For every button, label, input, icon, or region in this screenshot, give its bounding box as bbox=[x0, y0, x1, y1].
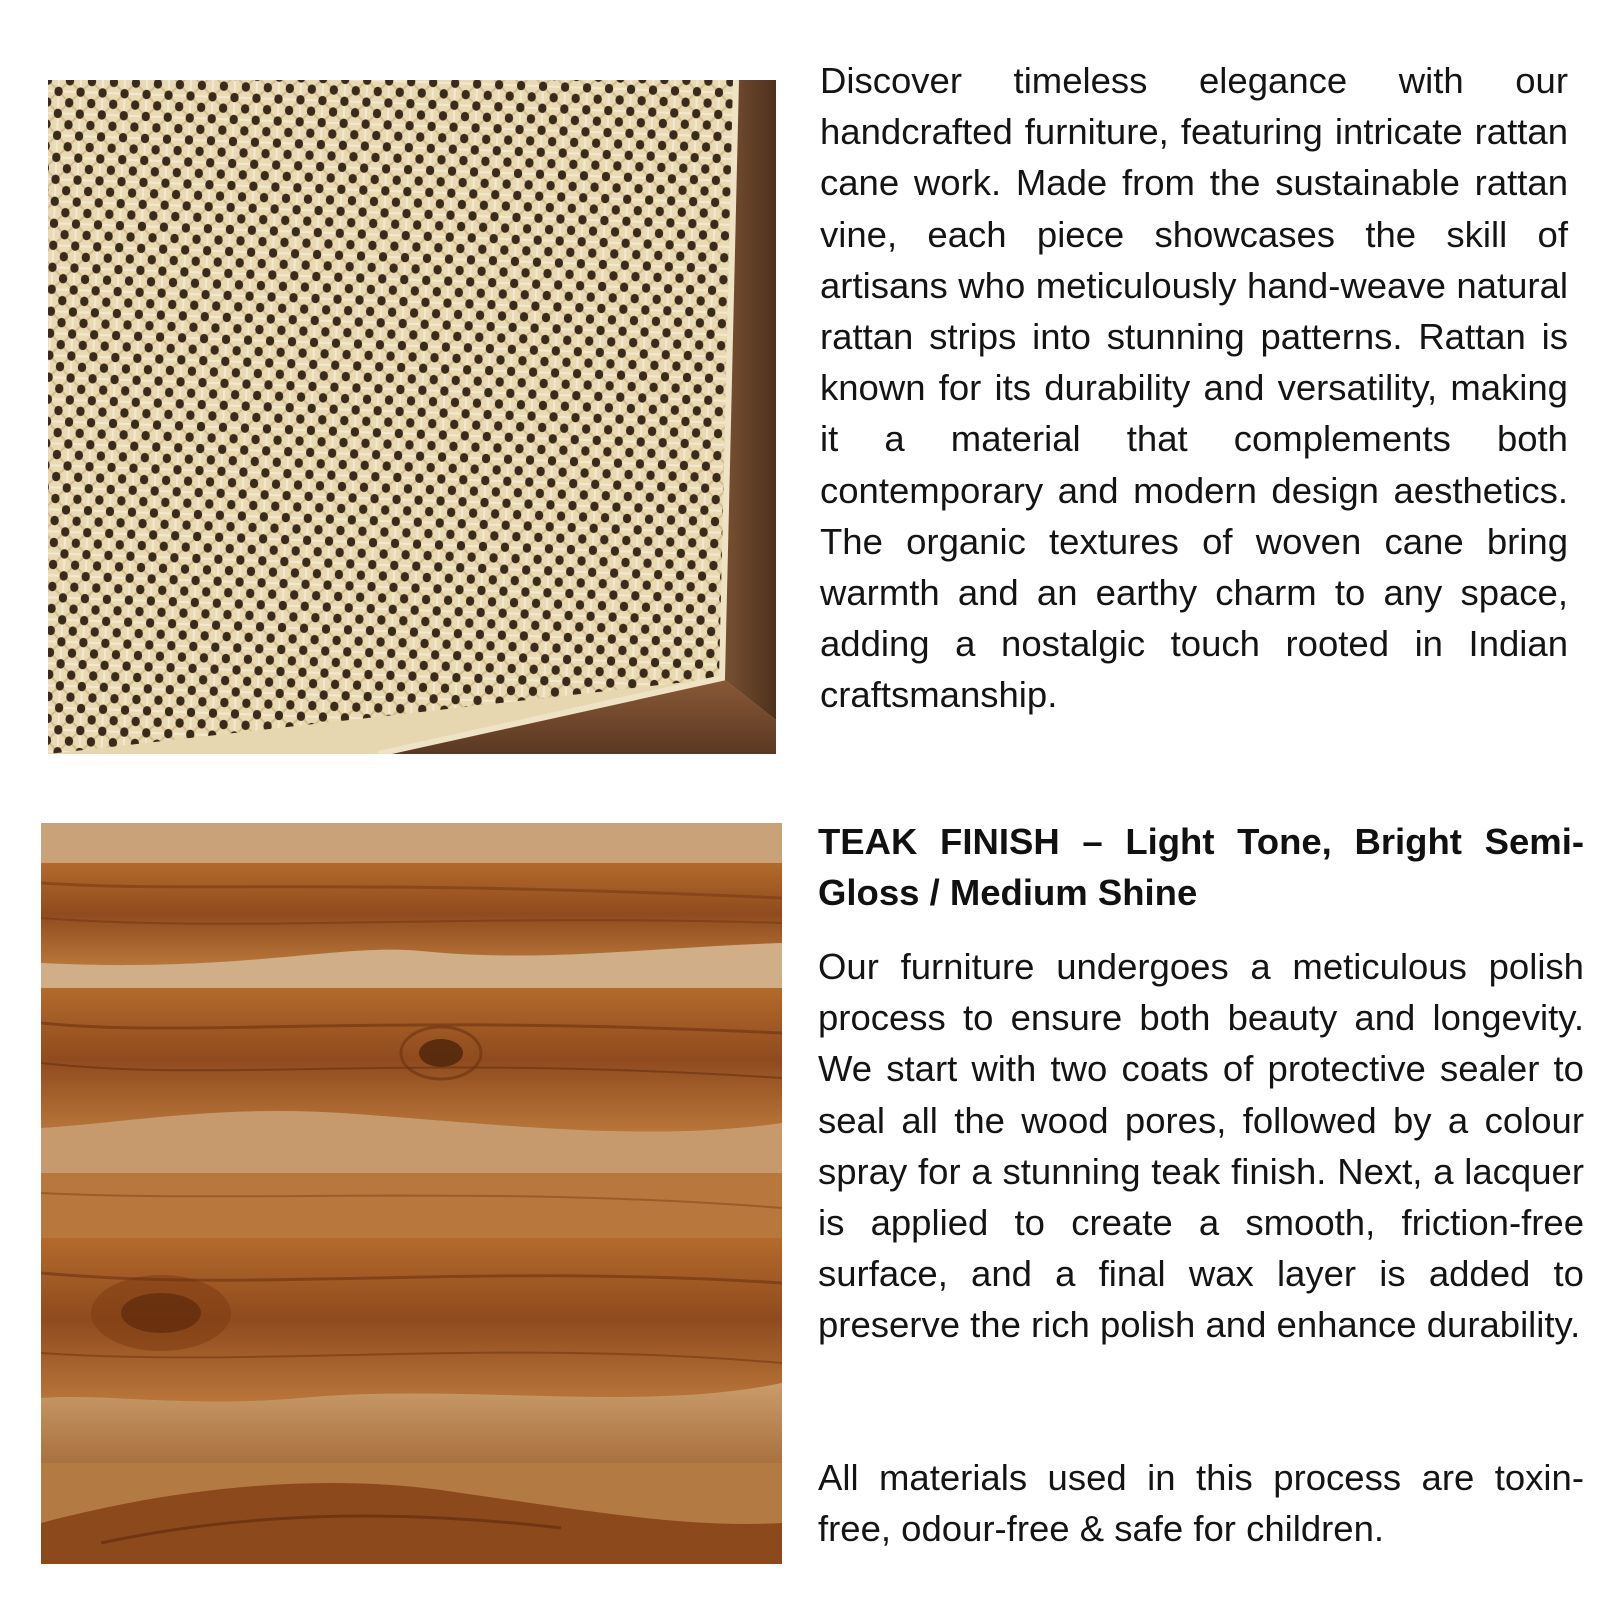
polish-process-paragraph: Our furniture undergoes a meticulous polish process to ensure both beauty and longevity. We start with two coats of protective sealer to seal all the wood pores, followed by a colour spray for a stunning teak finish. Next, a lacquer is applied to create a smooth, friction-free surface, and a final wax layer is added to preserve the rich polish and enhance durability. bbox=[818, 946, 1584, 1346]
materials-safety-note: All materials used in this process are toxin-free, odour-free & safe for children. bbox=[818, 1457, 1584, 1550]
teak-finish-heading: TEAK FINISH – Light Tone, Bright Semi-Gloss / Medium Shine bbox=[818, 821, 1584, 913]
teak-wood-photo bbox=[41, 823, 782, 1564]
rattan-cane-photo bbox=[48, 80, 776, 754]
rattan-intro-paragraph: Discover timeless elegance with our handcrafted furniture, featuring intricate rattan cane work. Made from the sustainable rattan vine, each piece showcases the skill of artisans who meticulously hand-weave natural rattan strips into stunning patterns. Rattan is known for its durability and versatility, making it a material that complements both contemporary and modern design aesthetics. The organic textures of woven cane bring warmth and an earthy charm to any space, adding a nostalgic touch rooted in Indian craftsmanship. bbox=[820, 60, 1568, 716]
